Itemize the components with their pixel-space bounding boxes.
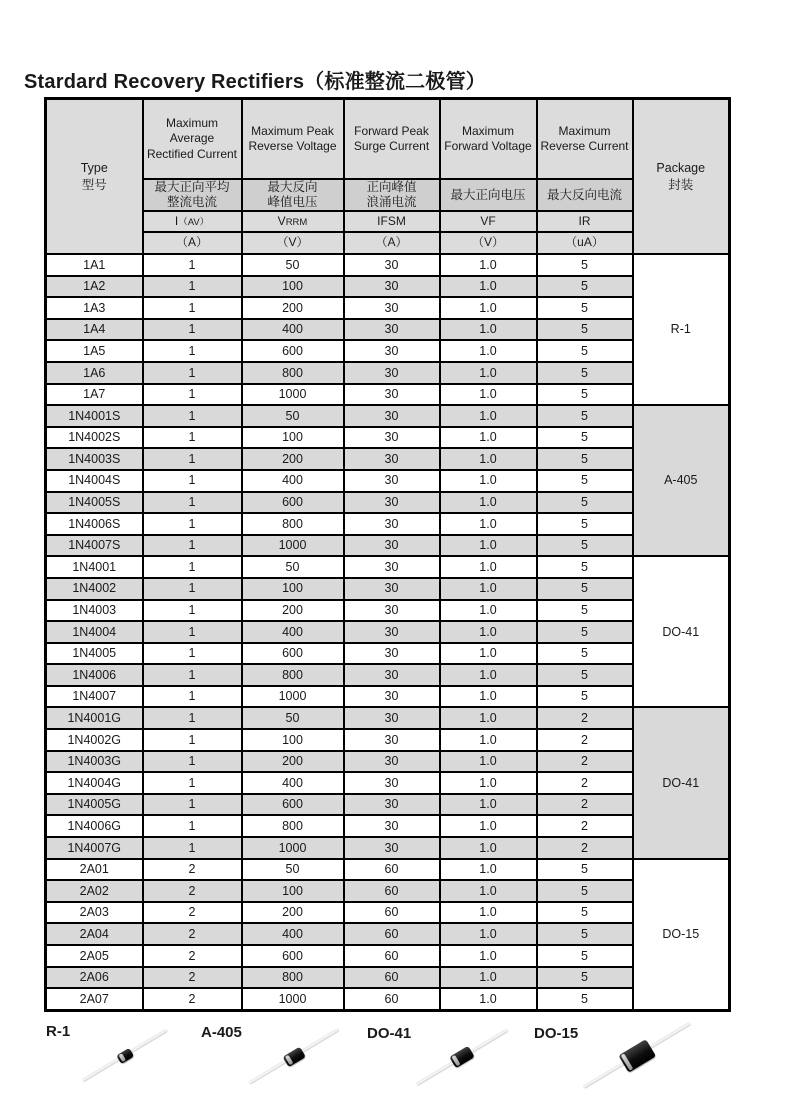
cell-type: 1N4001S xyxy=(46,405,143,427)
diode-image-do15 xyxy=(578,1015,695,1097)
cell-iav: 1 xyxy=(143,319,242,341)
cell-type: 1A1 xyxy=(46,254,143,276)
cell-vrrm: 100 xyxy=(242,276,344,298)
cell-ifsm: 30 xyxy=(344,664,440,686)
cell-type: 1N4007 xyxy=(46,686,143,708)
unit-ir: （uA） xyxy=(537,232,633,254)
cell-ir: 5 xyxy=(537,297,633,319)
cell-type: 1N4004S xyxy=(46,470,143,492)
table-row xyxy=(46,427,730,449)
cell-vf: 1.0 xyxy=(440,556,537,578)
cell-ifsm: 30 xyxy=(344,405,440,427)
cell-iav: 2 xyxy=(143,988,242,1010)
cell-iav: 1 xyxy=(143,362,242,384)
table-row xyxy=(46,707,730,729)
cell-type: 2A05 xyxy=(46,945,143,967)
cell-ir: 5 xyxy=(537,621,633,643)
cell-ir: 5 xyxy=(537,319,633,341)
cell-ifsm: 30 xyxy=(344,340,440,362)
cell-type: 1N4006S xyxy=(46,513,143,535)
cell-type: 1A3 xyxy=(46,297,143,319)
type-header-en: Type xyxy=(80,160,108,175)
col-header-surge-current: Forward Peak Surge Current xyxy=(344,99,440,180)
cell-vf: 1.0 xyxy=(440,384,537,406)
cell-ir: 5 xyxy=(537,643,633,665)
cell-vf: 1.0 xyxy=(440,815,537,837)
cell-iav: 1 xyxy=(143,405,242,427)
package-cell: A-405 xyxy=(633,405,730,556)
cell-iav: 2 xyxy=(143,859,242,881)
cell-ir: 5 xyxy=(537,859,633,881)
cell-iav: 1 xyxy=(143,600,242,622)
cell-iav: 1 xyxy=(143,340,242,362)
cell-vrrm: 1000 xyxy=(242,686,344,708)
table-row xyxy=(46,578,730,600)
cell-ir: 5 xyxy=(537,880,633,902)
cell-ifsm: 30 xyxy=(344,276,440,298)
cell-ifsm: 30 xyxy=(344,297,440,319)
cell-vrrm: 1000 xyxy=(242,837,344,859)
cell-ifsm: 30 xyxy=(344,794,440,816)
table-row xyxy=(46,470,730,492)
cell-type: 1N4002G xyxy=(46,729,143,751)
cell-vrrm: 50 xyxy=(242,405,344,427)
cell-ifsm: 30 xyxy=(344,319,440,341)
table-row xyxy=(46,923,730,945)
cell-iav: 1 xyxy=(143,556,242,578)
cell-ifsm: 30 xyxy=(344,686,440,708)
cell-vrrm: 800 xyxy=(242,815,344,837)
cell-vrrm: 200 xyxy=(242,297,344,319)
cell-iav: 1 xyxy=(143,643,242,665)
type-header-cn: 型号 xyxy=(81,177,107,192)
cell-ifsm: 30 xyxy=(344,837,440,859)
cell-iav: 1 xyxy=(143,448,242,470)
cell-type: 2A07 xyxy=(46,988,143,1010)
cell-iav: 1 xyxy=(143,772,242,794)
unit-vf: （V） xyxy=(440,232,537,254)
cell-ifsm: 30 xyxy=(344,643,440,665)
cell-iav: 1 xyxy=(143,664,242,686)
table-row xyxy=(46,362,730,384)
cell-vf: 1.0 xyxy=(440,988,537,1010)
cell-ifsm: 30 xyxy=(344,427,440,449)
cell-vrrm: 200 xyxy=(242,902,344,924)
table-row xyxy=(46,405,730,427)
cell-vrrm: 400 xyxy=(242,772,344,794)
cell-vrrm: 100 xyxy=(242,578,344,600)
cell-type: 1A6 xyxy=(46,362,143,384)
table-row xyxy=(46,988,730,1010)
cell-vrrm: 600 xyxy=(242,945,344,967)
cell-type: 1N4002 xyxy=(46,578,143,600)
cell-vf: 1.0 xyxy=(440,448,537,470)
cell-iav: 1 xyxy=(143,686,242,708)
cell-type: 2A03 xyxy=(46,902,143,924)
cell-ir: 5 xyxy=(537,492,633,514)
cell-type: 2A06 xyxy=(46,967,143,989)
cell-iav: 1 xyxy=(143,621,242,643)
cell-ir: 5 xyxy=(537,405,633,427)
cell-vf: 1.0 xyxy=(440,427,537,449)
diode-body-icon xyxy=(618,1039,656,1073)
table-row xyxy=(46,600,730,622)
cell-ifsm: 30 xyxy=(344,362,440,384)
cell-type: 1N4006G xyxy=(46,815,143,837)
cell-ifsm: 30 xyxy=(344,470,440,492)
cell-ifsm: 30 xyxy=(344,815,440,837)
cell-ifsm: 30 xyxy=(344,513,440,535)
cell-iav: 2 xyxy=(143,902,242,924)
cell-ir: 5 xyxy=(537,686,633,708)
cell-vrrm: 800 xyxy=(242,967,344,989)
table-row xyxy=(46,859,730,881)
package-column-header xyxy=(633,99,730,255)
table-row xyxy=(46,967,730,989)
cell-vf: 1.0 xyxy=(440,664,537,686)
cell-vrrm: 800 xyxy=(242,362,344,384)
cell-ir: 5 xyxy=(537,427,633,449)
cell-ifsm: 60 xyxy=(344,988,440,1010)
cell-vrrm: 200 xyxy=(242,751,344,773)
package-cell: DO-15 xyxy=(633,859,730,1011)
table-row xyxy=(46,686,730,708)
symbol-vf: VF xyxy=(440,211,537,232)
cell-type: 1N4005 xyxy=(46,643,143,665)
cell-vf: 1.0 xyxy=(440,340,537,362)
cell-vf: 1.0 xyxy=(440,492,537,514)
cell-iav: 1 xyxy=(143,535,242,557)
table-row xyxy=(46,621,730,643)
cell-iav: 1 xyxy=(143,254,242,276)
table-row xyxy=(46,535,730,557)
cell-ir: 5 xyxy=(537,340,633,362)
table-row xyxy=(46,643,730,665)
cell-vf: 1.0 xyxy=(440,794,537,816)
cell-iav: 1 xyxy=(143,470,242,492)
cell-ir: 5 xyxy=(537,513,633,535)
col-header-peak-reverse-voltage: Maximum Peak Reverse Voltage xyxy=(242,99,344,180)
package-cell: DO-41 xyxy=(633,556,730,707)
cell-vrrm: 1000 xyxy=(242,535,344,557)
cell-ifsm: 30 xyxy=(344,578,440,600)
cell-ir: 5 xyxy=(537,945,633,967)
table-row xyxy=(46,772,730,794)
cell-ifsm: 30 xyxy=(344,492,440,514)
cell-ir: 5 xyxy=(537,535,633,557)
symbol-iav: I（AV） xyxy=(143,211,242,232)
cell-vrrm: 600 xyxy=(242,643,344,665)
cell-type: 2A04 xyxy=(46,923,143,945)
cell-vrrm: 600 xyxy=(242,794,344,816)
cell-ifsm: 60 xyxy=(344,880,440,902)
table-row xyxy=(46,556,730,578)
cell-vf: 1.0 xyxy=(440,621,537,643)
cell-iav: 1 xyxy=(143,729,242,751)
cell-ifsm: 30 xyxy=(344,621,440,643)
col-header-avg-rectified-current: Maximum Average Rectified Current xyxy=(143,99,242,180)
cell-vf: 1.0 xyxy=(440,600,537,622)
symbol-ifsm: IFSM xyxy=(344,211,440,232)
cell-iav: 1 xyxy=(143,276,242,298)
cell-type: 1N4003S xyxy=(46,448,143,470)
table-row xyxy=(46,664,730,686)
table-row xyxy=(46,340,730,362)
cell-ir: 5 xyxy=(537,578,633,600)
unit-vrrm: （V） xyxy=(242,232,344,254)
cell-vrrm: 50 xyxy=(242,859,344,881)
cell-vrrm: 50 xyxy=(242,707,344,729)
cell-type: 1N4001 xyxy=(46,556,143,578)
cell-ifsm: 30 xyxy=(344,254,440,276)
cell-type: 1N4004G xyxy=(46,772,143,794)
cell-vrrm: 400 xyxy=(242,470,344,492)
cell-type: 1N4001G xyxy=(46,707,143,729)
table-row xyxy=(46,751,730,773)
package-label-do41: DO-41 xyxy=(367,1025,412,1042)
package-cell: R-1 xyxy=(633,254,730,405)
col-header-forward-voltage: Maximum Forward Voltage xyxy=(440,99,537,180)
cell-iav: 2 xyxy=(143,945,242,967)
cell-ir: 5 xyxy=(537,362,633,384)
header-row-units xyxy=(46,232,730,254)
cell-vf: 1.0 xyxy=(440,535,537,557)
cell-vrrm: 600 xyxy=(242,340,344,362)
col-header-cn-surge-current: 正向峰值 浪涌电流 xyxy=(344,179,440,211)
cell-ifsm: 30 xyxy=(344,556,440,578)
header-row-chinese xyxy=(46,179,730,211)
cell-ir: 5 xyxy=(537,448,633,470)
cell-vf: 1.0 xyxy=(440,405,537,427)
cell-type: 1N4005S xyxy=(46,492,143,514)
cell-vrrm: 100 xyxy=(242,880,344,902)
cell-vf: 1.0 xyxy=(440,707,537,729)
cell-ir: 5 xyxy=(537,384,633,406)
cell-ifsm: 30 xyxy=(344,600,440,622)
col-header-reverse-current: Maximum Reverse Current xyxy=(537,99,633,180)
header-row-english xyxy=(46,99,730,180)
header-row-symbols xyxy=(46,211,730,232)
package-label-do15: DO-15 xyxy=(534,1025,579,1042)
cell-ir: 5 xyxy=(537,600,633,622)
cell-ifsm: 60 xyxy=(344,902,440,924)
cell-vrrm: 400 xyxy=(242,923,344,945)
package-cell: DO-41 xyxy=(633,707,730,858)
cell-ir: 5 xyxy=(537,902,633,924)
cell-vrrm: 800 xyxy=(242,513,344,535)
table-row xyxy=(46,837,730,859)
col-header-cn-peak-reverse-voltage: 最大反向 峰值电压 xyxy=(242,179,344,211)
cell-iav: 1 xyxy=(143,297,242,319)
cell-type: 1A7 xyxy=(46,384,143,406)
cell-ifsm: 30 xyxy=(344,729,440,751)
spec-table-body xyxy=(46,254,730,1010)
cell-type: 1N4002S xyxy=(46,427,143,449)
rectifier-spec-table xyxy=(44,97,731,1012)
cell-vf: 1.0 xyxy=(440,945,537,967)
cell-vf: 1.0 xyxy=(440,297,537,319)
cell-vrrm: 400 xyxy=(242,319,344,341)
cell-vf: 1.0 xyxy=(440,362,537,384)
diode-image-a405 xyxy=(246,1024,342,1089)
cell-iav: 1 xyxy=(143,707,242,729)
cell-iav: 1 xyxy=(143,513,242,535)
cell-type: 1N4004 xyxy=(46,621,143,643)
cell-iav: 1 xyxy=(143,794,242,816)
cell-vrrm: 800 xyxy=(242,664,344,686)
cell-ir: 2 xyxy=(537,729,633,751)
cell-ir: 5 xyxy=(537,470,633,492)
cell-type: 1N4007G xyxy=(46,837,143,859)
cell-ir: 2 xyxy=(537,707,633,729)
cell-type: 1N4005G xyxy=(46,794,143,816)
cell-type: 1N4003 xyxy=(46,600,143,622)
cell-type: 1A4 xyxy=(46,319,143,341)
cell-ir: 2 xyxy=(537,837,633,859)
cell-vrrm: 50 xyxy=(242,254,344,276)
cell-iav: 1 xyxy=(143,751,242,773)
cell-type: 1A5 xyxy=(46,340,143,362)
package-label-a405: A-405 xyxy=(201,1024,242,1041)
cell-vf: 1.0 xyxy=(440,837,537,859)
table-row xyxy=(46,945,730,967)
cell-vf: 1.0 xyxy=(440,729,537,751)
cell-vf: 1.0 xyxy=(440,513,537,535)
col-header-cn-reverse-current: 最大反向电流 xyxy=(537,179,633,211)
cell-vrrm: 1000 xyxy=(242,988,344,1010)
diode-image-r1 xyxy=(80,1026,170,1086)
cell-iav: 1 xyxy=(143,492,242,514)
cell-vf: 1.0 xyxy=(440,859,537,881)
cell-iav: 1 xyxy=(143,384,242,406)
cell-ifsm: 30 xyxy=(344,535,440,557)
cell-ir: 5 xyxy=(537,967,633,989)
cell-vrrm: 400 xyxy=(242,621,344,643)
col-header-cn-avg-rectified-current: 最大正向平均 整流电流 xyxy=(143,179,242,211)
cell-ir: 2 xyxy=(537,794,633,816)
symbol-vrrm: VRRM xyxy=(242,211,344,232)
symbol-ir: IR xyxy=(537,211,633,232)
package-header-cn: 封装 xyxy=(668,177,694,192)
cell-ir: 2 xyxy=(537,772,633,794)
cell-vrrm: 100 xyxy=(242,729,344,751)
cell-vf: 1.0 xyxy=(440,643,537,665)
type-column-header xyxy=(46,99,143,255)
cell-ir: 5 xyxy=(537,556,633,578)
cell-ir: 5 xyxy=(537,923,633,945)
cell-vrrm: 600 xyxy=(242,492,344,514)
cell-ir: 5 xyxy=(537,276,633,298)
cell-vf: 1.0 xyxy=(440,772,537,794)
cell-vf: 1.0 xyxy=(440,276,537,298)
cell-ifsm: 30 xyxy=(344,384,440,406)
cell-ifsm: 60 xyxy=(344,967,440,989)
table-row xyxy=(46,492,730,514)
table-row xyxy=(46,815,730,837)
cell-ifsm: 30 xyxy=(344,448,440,470)
cell-vrrm: 100 xyxy=(242,427,344,449)
cell-ifsm: 60 xyxy=(344,923,440,945)
table-row xyxy=(46,513,730,535)
cell-vf: 1.0 xyxy=(440,967,537,989)
table-row xyxy=(46,729,730,751)
cell-vf: 1.0 xyxy=(440,254,537,276)
cell-ir: 2 xyxy=(537,751,633,773)
table-row xyxy=(46,448,730,470)
cell-vf: 1.0 xyxy=(440,751,537,773)
diode-image-do41 xyxy=(413,1024,511,1091)
cell-vf: 1.0 xyxy=(440,923,537,945)
cell-iav: 1 xyxy=(143,427,242,449)
cell-type: 2A02 xyxy=(46,880,143,902)
package-header-en: Package xyxy=(656,160,706,175)
table-row xyxy=(46,319,730,341)
cell-iav: 2 xyxy=(143,923,242,945)
table-row xyxy=(46,276,730,298)
cell-vf: 1.0 xyxy=(440,902,537,924)
table-row xyxy=(46,880,730,902)
cell-ifsm: 30 xyxy=(344,707,440,729)
cell-vf: 1.0 xyxy=(440,578,537,600)
cell-type: 1A2 xyxy=(46,276,143,298)
cell-type: 1N4006 xyxy=(46,664,143,686)
cell-vf: 1.0 xyxy=(440,319,537,341)
cell-type: 2A01 xyxy=(46,859,143,881)
unit-iav: （A） xyxy=(143,232,242,254)
col-header-cn-forward-voltage: 最大正向电压 xyxy=(440,179,537,211)
cell-iav: 2 xyxy=(143,967,242,989)
table-row xyxy=(46,297,730,319)
cell-ifsm: 60 xyxy=(344,945,440,967)
cell-vrrm: 1000 xyxy=(242,384,344,406)
cell-vf: 1.0 xyxy=(440,686,537,708)
cell-ir: 2 xyxy=(537,815,633,837)
cell-ir: 5 xyxy=(537,664,633,686)
package-label-r1: R-1 xyxy=(46,1023,71,1040)
table-header xyxy=(46,99,730,255)
cell-ir: 5 xyxy=(537,988,633,1010)
cell-vrrm: 200 xyxy=(242,448,344,470)
cell-ifsm: 60 xyxy=(344,859,440,881)
table-row xyxy=(46,254,730,276)
table-row xyxy=(46,902,730,924)
cell-iav: 1 xyxy=(143,815,242,837)
table-row xyxy=(46,384,730,406)
cell-ifsm: 30 xyxy=(344,772,440,794)
cell-iav: 2 xyxy=(143,880,242,902)
cell-vrrm: 200 xyxy=(242,600,344,622)
table-row xyxy=(46,794,730,816)
cell-type: 1N4003G xyxy=(46,751,143,773)
cell-vf: 1.0 xyxy=(440,470,537,492)
cell-vf: 1.0 xyxy=(440,880,537,902)
page-title: Stardard Recovery Rectifiers（标准整流二极管） xyxy=(24,71,486,94)
cell-vrrm: 50 xyxy=(242,556,344,578)
cell-ir: 5 xyxy=(537,254,633,276)
cell-type: 1N4007S xyxy=(46,535,143,557)
cell-iav: 1 xyxy=(143,837,242,859)
unit-ifsm: （A） xyxy=(344,232,440,254)
cell-iav: 1 xyxy=(143,578,242,600)
cell-ifsm: 30 xyxy=(344,751,440,773)
